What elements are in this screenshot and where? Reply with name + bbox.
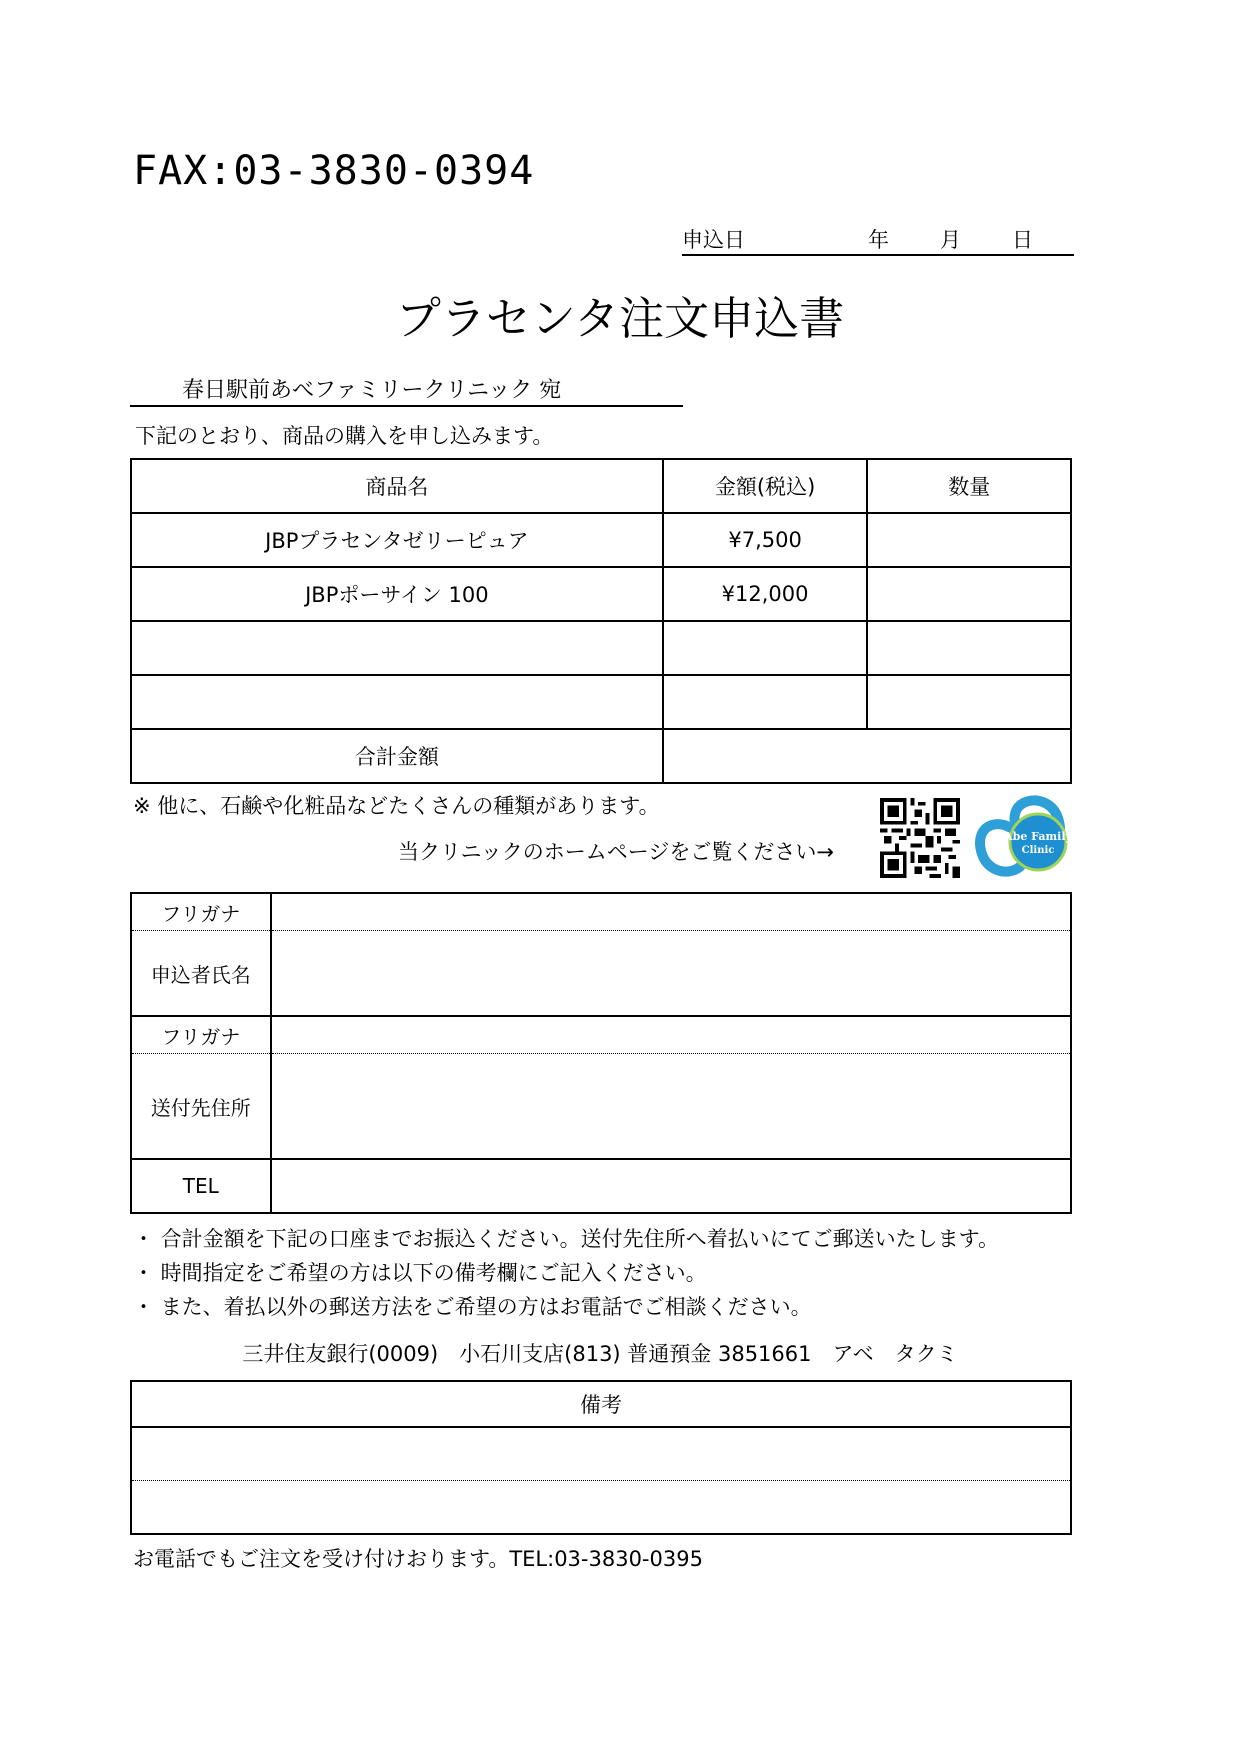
day-label: 日: [1012, 228, 1033, 252]
address-furigana-field[interactable]: [271, 1016, 1071, 1054]
product-name[interactable]: [131, 621, 663, 675]
header-quantity: 数量: [867, 459, 1071, 513]
product-price[interactable]: [663, 621, 868, 675]
clinic-logo[interactable]: [968, 788, 1072, 884]
header-price: 金額(税込): [663, 459, 868, 513]
quantity-cell[interactable]: [867, 513, 1071, 567]
list-item: ・ また、着払以外の郵送方法をご希望の方はお電話でご相談ください。: [133, 1295, 812, 1319]
month-label: 月: [940, 228, 961, 252]
fax-number: FAX:03-3830-0394: [133, 148, 535, 194]
product-price: ¥12,000: [663, 567, 868, 621]
table-row: [131, 621, 1071, 675]
date-label: 申込日: [682, 228, 745, 252]
tel-row: [131, 1159, 1071, 1213]
quantity-cell[interactable]: [867, 675, 1071, 729]
other-products-note: ※ 他に、石鹸や化粧品などたくさんの種類があります。: [133, 794, 660, 818]
total-row: [131, 729, 1071, 783]
applicant-name-label: 申込者氏名: [131, 931, 271, 1017]
table-row: [131, 567, 1071, 621]
quantity-cell[interactable]: [867, 621, 1071, 675]
list-item: ・ 時間指定をご希望の方は以下の備考欄にご記入ください。: [133, 1261, 707, 1285]
address-label: 送付先住所: [131, 1054, 271, 1160]
total-amount-cell[interactable]: [663, 729, 1071, 783]
header-product-name: 商品名: [131, 459, 663, 513]
furigana-row: [131, 893, 1071, 931]
list-item: ・ 合計金額を下記の口座までお振込ください。送付先住所へ着払いにてご郵送いたします。: [133, 1227, 999, 1251]
addressee: 春日駅前あべファミリークリニック 宛: [182, 378, 562, 403]
address-row: [131, 1054, 1071, 1160]
table-row: [131, 675, 1071, 729]
quantity-cell[interactable]: [867, 567, 1071, 621]
page-title: プラセンタ注文申込書: [395, 292, 845, 345]
product-price: ¥7,500: [663, 513, 868, 567]
application-date-field[interactable]: [682, 224, 1074, 256]
name-row: [131, 931, 1071, 1017]
furigana-label: フリガナ: [131, 893, 271, 931]
furigana-row: [131, 1016, 1071, 1054]
logo-text-line2: Clinic: [1021, 845, 1055, 856]
instructions-list: [133, 1222, 999, 1324]
qr-code-icon[interactable]: [880, 798, 960, 878]
furigana-label: フリガナ: [131, 1016, 271, 1054]
remarks-row: [131, 1481, 1071, 1535]
table-row: [131, 513, 1071, 567]
logo-text-line1: Abe Family: [1004, 830, 1072, 843]
bank-account-info: 三井住友銀行(0009) 小石川支店(813) 普通預金 3851661 アベ タクミ: [242, 1342, 958, 1366]
remarks-label: 備考: [131, 1381, 1071, 1427]
applicant-name-field[interactable]: [271, 931, 1071, 1017]
name-furigana-field[interactable]: [271, 893, 1071, 931]
addressee-line: [130, 373, 683, 407]
footer-phone-note: お電話でもご注文を受け付けおります。TEL:03-3830-0395: [133, 1547, 703, 1571]
homepage-note: 当クリニックのホームページをご覧ください→: [398, 840, 834, 864]
tel-label: TEL: [131, 1159, 271, 1213]
year-label: 年: [868, 228, 889, 252]
address-field[interactable]: [271, 1054, 1071, 1160]
remarks-header-row: [131, 1381, 1071, 1427]
product-name[interactable]: [131, 675, 663, 729]
product-name: JBPポーサイン 100: [131, 567, 663, 621]
intro-text: 下記のとおり、商品の購入を申し込みます。: [135, 424, 554, 448]
tel-field[interactable]: [271, 1159, 1071, 1213]
total-label: 合計金額: [131, 729, 663, 783]
product-price[interactable]: [663, 675, 868, 729]
table-header-row: [131, 459, 1071, 513]
remarks-field[interactable]: [131, 1427, 1071, 1481]
product-name: JBPプラセンタゼリーピュア: [131, 513, 663, 567]
remarks-row: [131, 1427, 1071, 1481]
clinic-logo-icon: [968, 788, 1072, 884]
remarks-table: [130, 1380, 1072, 1535]
remarks-field[interactable]: [131, 1481, 1071, 1535]
product-table: [130, 458, 1072, 784]
applicant-table: [130, 892, 1072, 1214]
